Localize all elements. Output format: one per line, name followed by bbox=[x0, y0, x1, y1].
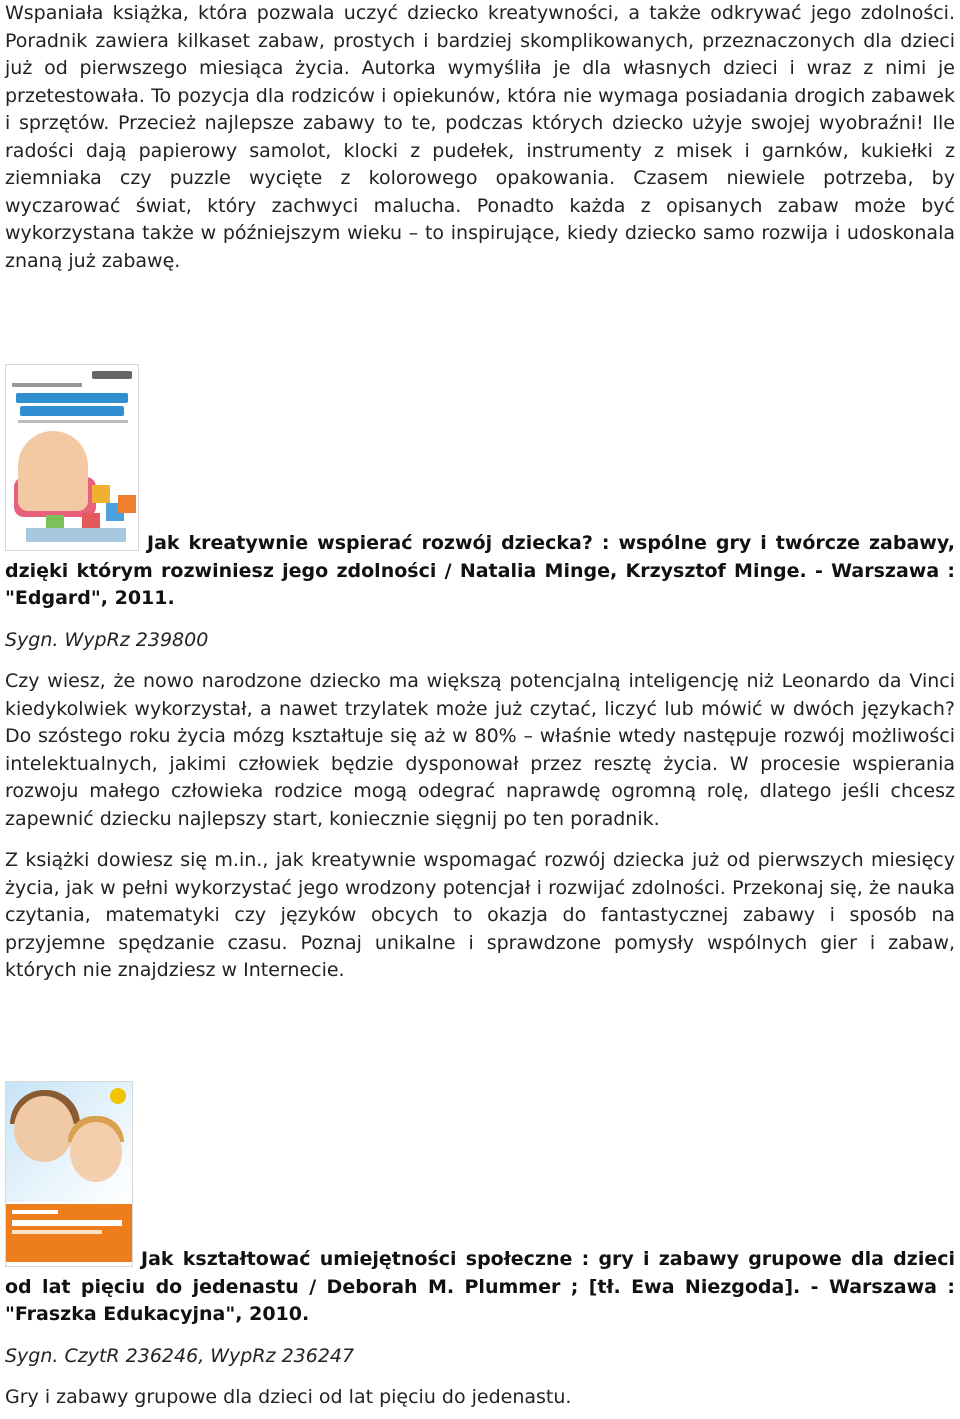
book-description-2: Gry i zabawy grupowe dla dzieci od lat pięciu do jedenastu. bbox=[5, 1386, 572, 1408]
call-number-2: Sygn. CzytR 236246, WypRz 236247 bbox=[5, 1344, 355, 1367]
intro-paragraph: Wspaniała książka, która pozwala uczyć dziecko kreatywności, a także odkrywać jego zdolności. Poradnik zawiera kilkaset zabaw, prostych i bardziej skomplikowanych, przeznaczonych dla dzieci już od pierwszego miesiąca życia. Autorka wymyśliła je dla własnych dzieci i wraz z nimi je przetestowała. To pozycja dla rodziców i opiekunów, która nie wymaga posiadania drogich zabawek i sprzętów. Przecież najlepsze zabawy to te, podczas których dziecko użyje swojej wyobraźni! Ile radości dają papierowy samolot, klocki z pudełek, instrumenty z misek i garnków, kukiełki z ziemniaka czy puzzle wycięte z kolorowego opakowania. Czasem niewiele potrzeba, by wyczarować świat, który zachwyci malucha. Ponadto każda z opisanych zabaw może być wykorzystana także w późniejszym wieku – to inspirujące, kiedy dziecko samo rozwija i udoskonala znaną już zabawę. bbox=[5, 2, 955, 272]
call-number-1: Sygn. WypRz 239800 bbox=[5, 628, 209, 651]
book-description-1b: Z książki dowiesz się m.in., jak kreatywnie wspomagać rozwój dziecka już od pierwszych miesięcy życia, jak w pełni wykorzystać jego wrodzony potencjał i rozwijać zdolności. Przekonaj się, że nauka czytania, matematyki czy języków obcych to okazja do fantastycznej zabawy i sposób na przyjemne spędzanie czasu. Poznaj unikalne i sprawdzone pomysły wspólnych gier i zabaw, których nie znajdziesz w Internecie. bbox=[5, 849, 955, 981]
intro-section bbox=[5, 0, 955, 275]
book-entry-2 bbox=[5, 1081, 955, 1412]
book-cover-2 bbox=[5, 1081, 133, 1267]
book-description-1a: Czy wiesz, że nowo narodzone dziecko ma większą potencjalną inteligencję niż Leonardo da Vinci kiedykolwiek wykorzystał, a nawet trzylatek może już czytać, liczyć lub mówić w dwóch językach? Do szóstego roku życia mózg kształtuje się aż w 80% – właśnie wtedy następuje rozwój możliwości intelektualnych, jakimi człowiek będzie dysponował przez resztę życia. W procesie wspierania rozwoju małego człowieka rodzice mogą odegrać naprawdę ogromną rolę, dlatego jeśli chcesz zapewnić dziecku najlepszy start, koniecznie sięgnij po ten poradnik. bbox=[5, 670, 955, 830]
book-entry-1 bbox=[5, 364, 955, 985]
book-title-2: Jak kształtować umiejętności społeczne : gry i zabawy grupowe dla dzieci od lat pięciu do jedenastu / Deborah M. Plummer ; [tł. Ewa Niezgoda]. - Warszawa : "Fraszka Edukacyjna", 2010. bbox=[5, 1248, 955, 1325]
book-cover-1 bbox=[5, 364, 139, 551]
book-title-1: Jak kreatywnie wspierać rozwój dziecka? : wspólne gry i twórcze zabawy, dzięki którym rozwiniesz jego zdolności / Natalia Minge, Krzysztof Minge. - Warszawa : "Edgard", 2011. bbox=[5, 532, 955, 609]
